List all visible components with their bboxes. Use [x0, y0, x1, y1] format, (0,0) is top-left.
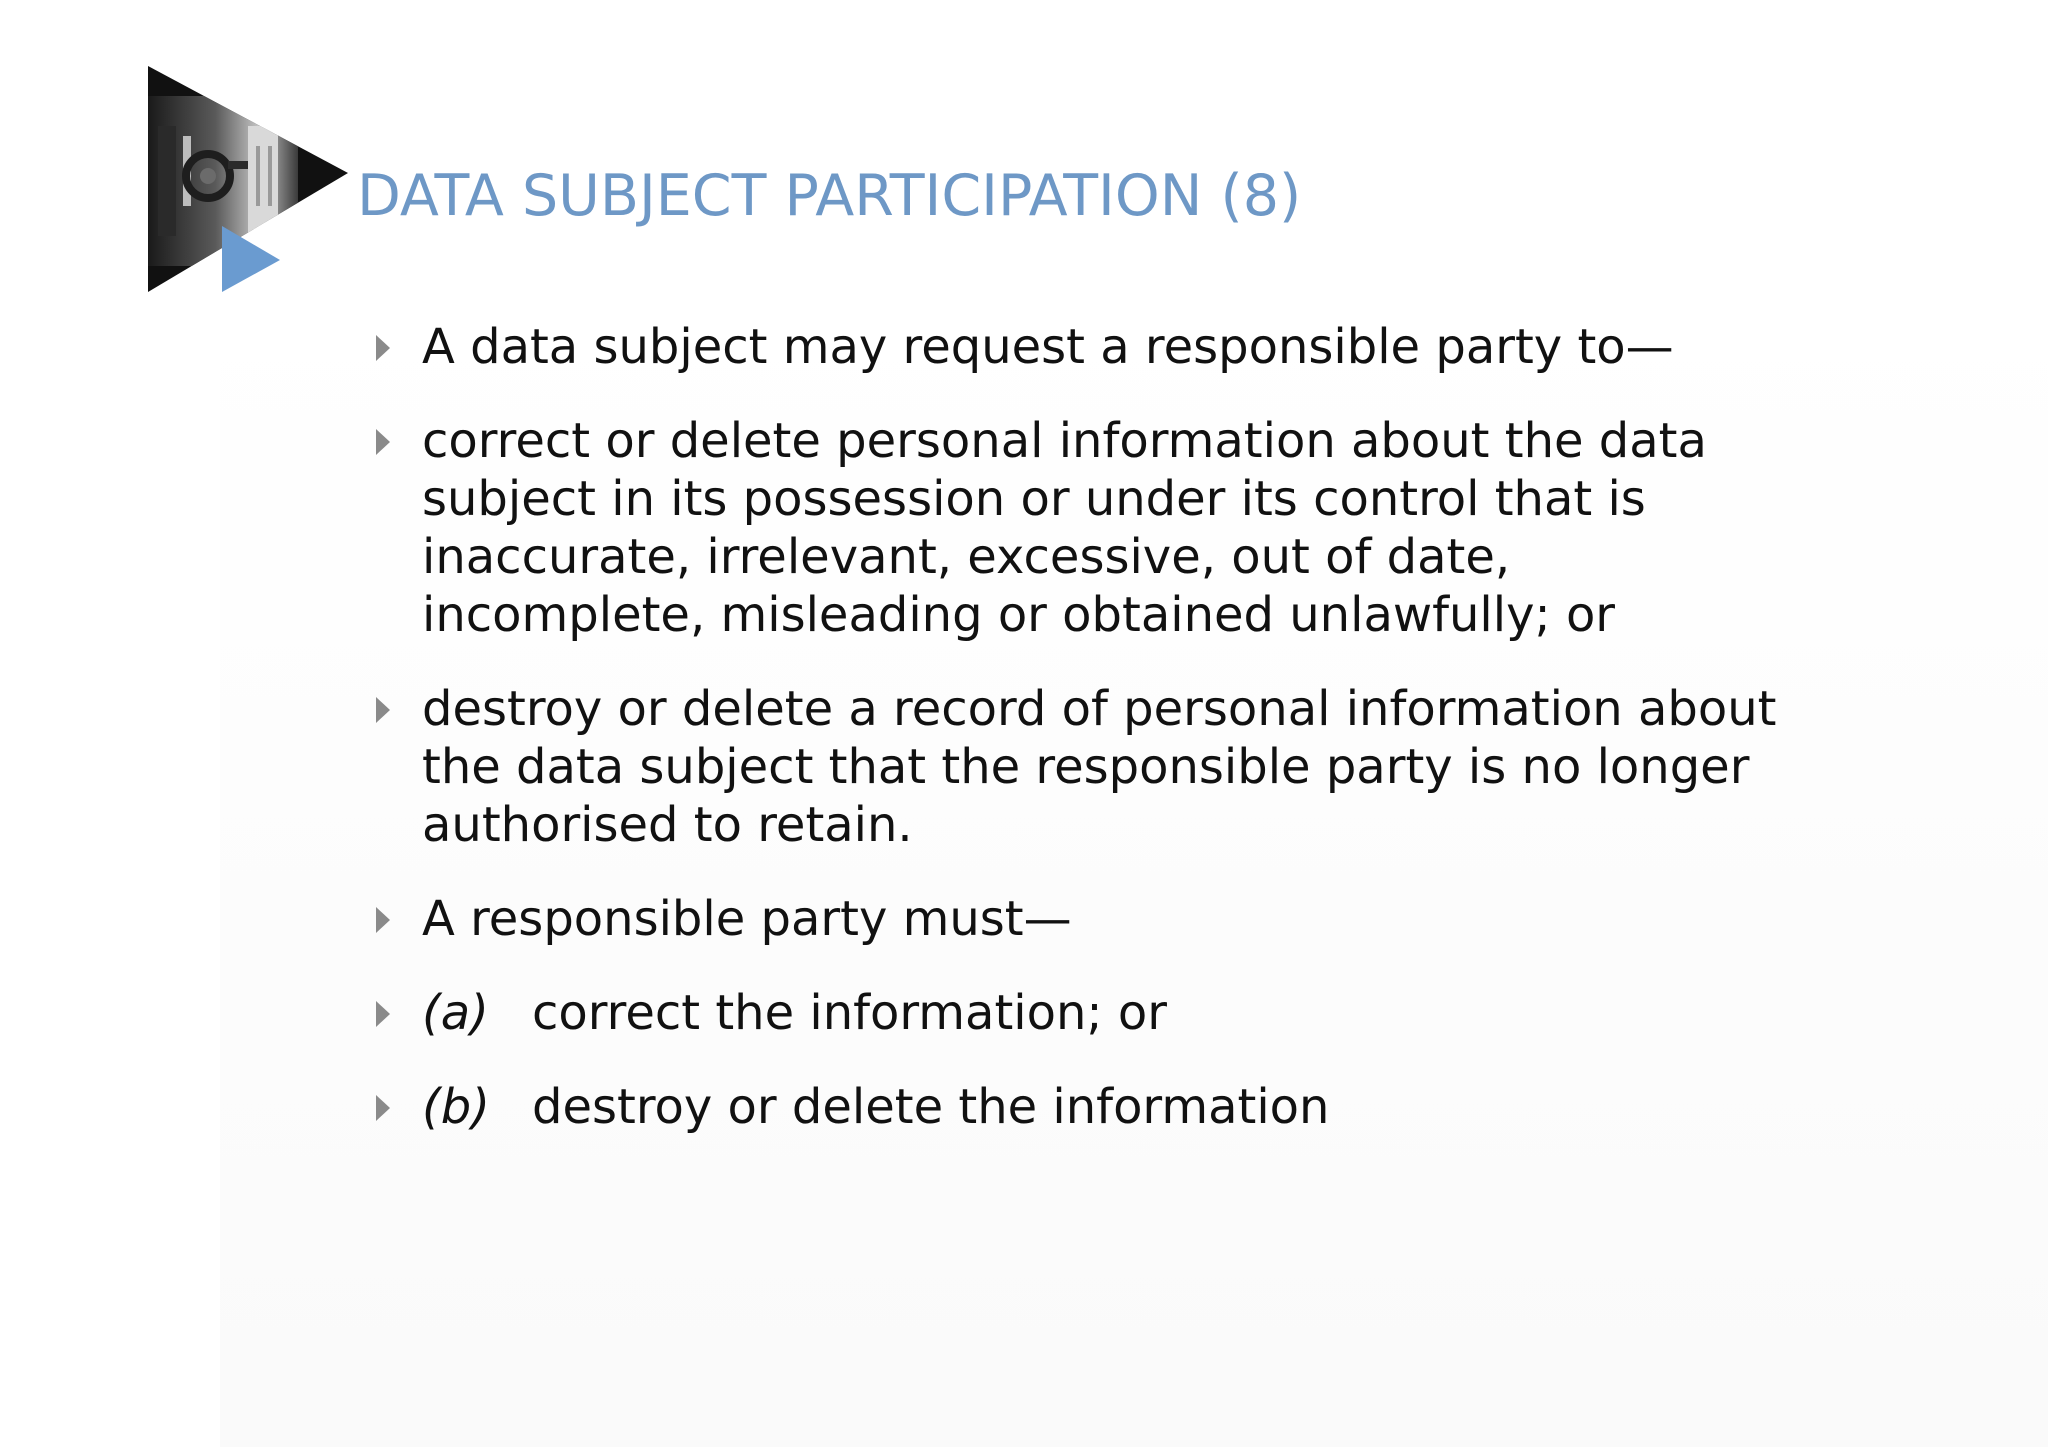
item-marker: (b)	[422, 1079, 490, 1135]
bullet-item	[370, 890, 1830, 948]
triangle-bullet-icon	[376, 1001, 390, 1027]
bullet-text-line: inaccurate, irrelevant, excessive, out of date,	[422, 529, 1511, 585]
bullet-text-line: the data subject that the responsible party is no longer	[422, 739, 1750, 795]
triangle-bullet-icon	[376, 697, 390, 723]
bullet-list	[370, 318, 1830, 1172]
item-marker: (a)	[422, 985, 489, 1041]
bullet-item	[370, 1078, 1830, 1136]
triangle-bullet-icon	[376, 907, 390, 933]
bullet-item	[370, 680, 1830, 854]
bullet-text-line: destroy or delete a record of personal information about	[422, 681, 1777, 737]
triangle-bullet-icon	[376, 335, 390, 361]
bullet-text: A data subject may request a responsible party to—	[422, 319, 1674, 375]
bullet-text: correct the information; or	[532, 985, 1167, 1041]
bullet-item	[370, 318, 1830, 376]
bullet-text: A responsible party must—	[422, 891, 1072, 947]
bullet-text: destroy or delete the information	[532, 1079, 1330, 1135]
bullet-text-line: authorised to retain.	[422, 797, 913, 853]
slide-title: DATA SUBJECT PARTICIPATION (8)	[357, 163, 1302, 229]
triangle-bullet-icon	[376, 429, 390, 455]
bullet-item	[370, 984, 1830, 1042]
triangle-bullet-icon	[376, 1095, 390, 1121]
bullet-text-line: subject in its possession or under its control that is	[422, 471, 1646, 527]
vault-door-play-logo	[148, 66, 348, 292]
bullet-item	[370, 412, 1830, 644]
bullet-text-line: correct or delete personal information about the data	[422, 413, 1707, 469]
bullet-text-line: incomplete, misleading or obtained unlawfully; or	[422, 587, 1616, 643]
